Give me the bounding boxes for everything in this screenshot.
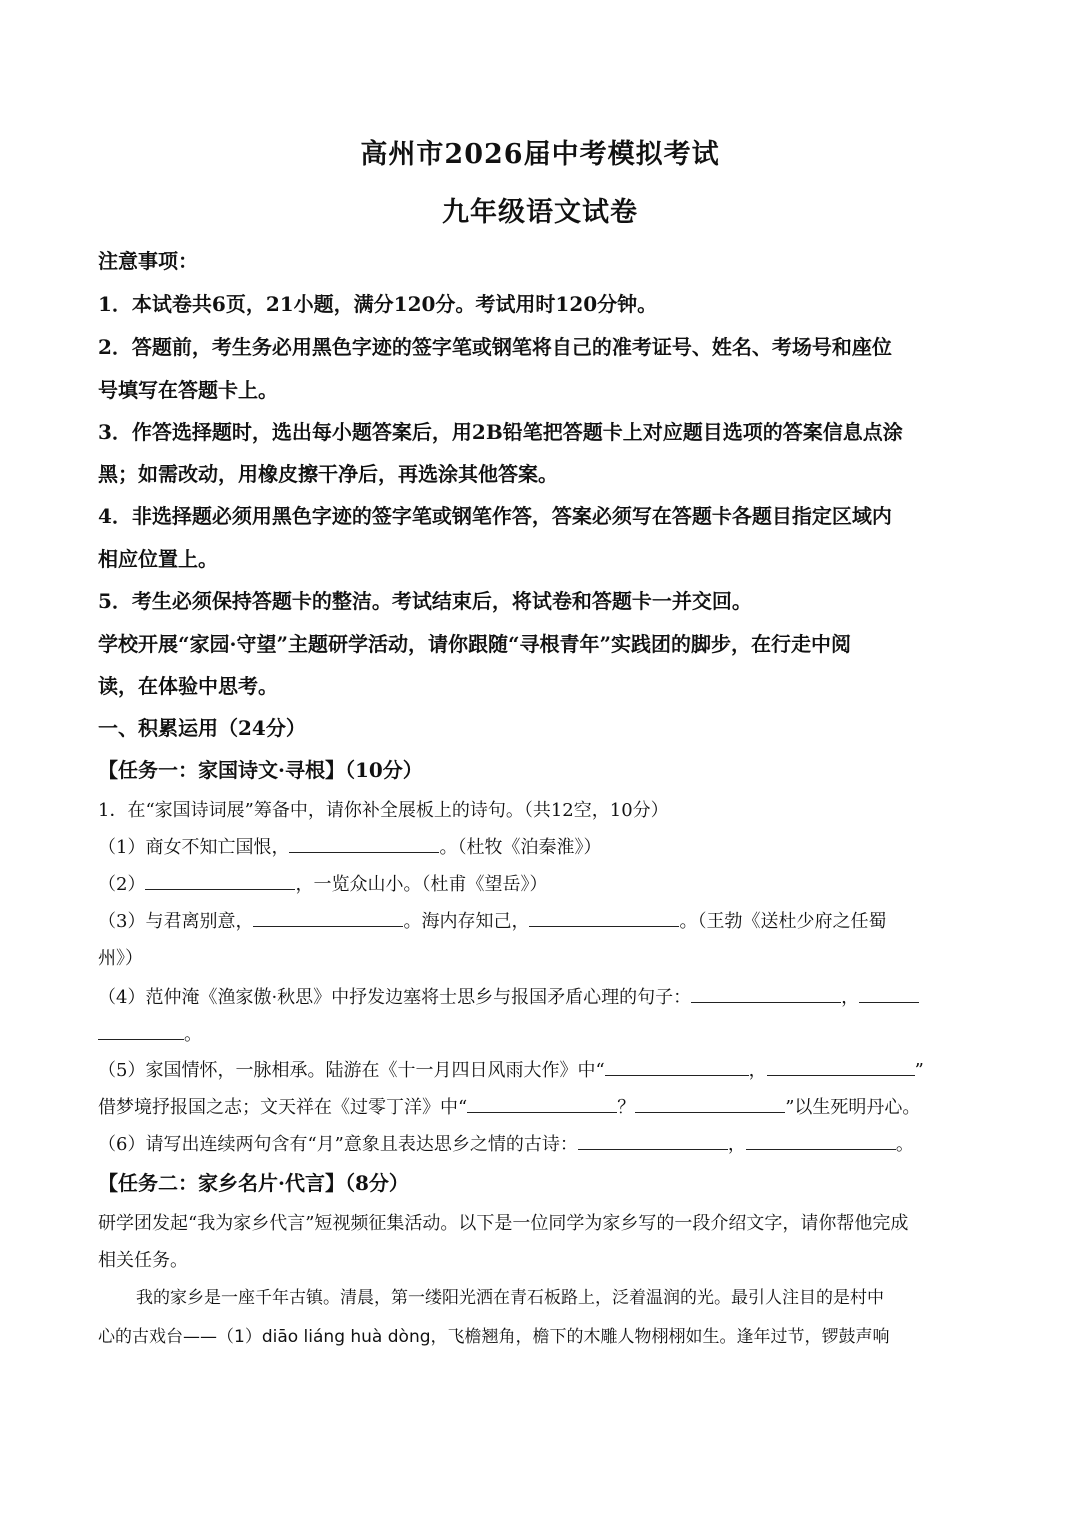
- note-2-line2: 号填写在答题卡上。: [98, 378, 278, 402]
- intro-line1: 学校开展“家园·守望”主题研学活动，请你跟随“寻根青年”实践团的脚步，在行走中阅: [98, 632, 851, 656]
- task-2-heading: 【任务二：家乡名片·代言】（8分）: [98, 1171, 409, 1195]
- answer-blank[interactable]: [767, 1057, 915, 1076]
- q1-3-text-b: 。海内存知己，: [403, 911, 530, 932]
- question-1-1: [98, 833, 601, 859]
- intro-line2: 读，在体验中思考。: [98, 674, 278, 698]
- passage-line2: 心的古戏台——（1）diāo liáng huà dòng，飞檐翘角，檐下的木雕人物栩栩如生。逢年过节，锣鼓声响: [98, 1327, 890, 1347]
- answer-blank[interactable]: [145, 871, 295, 890]
- q1-5-text-e: ？: [617, 1097, 636, 1118]
- q1-6-text-c: 。: [895, 1134, 914, 1155]
- q1-1-text-b: 。（杜牧《泊秦淮》）: [439, 837, 602, 858]
- q1-6-text-a: （6）请写出连续两句含有“月”意象且表达思乡之情的古诗：: [98, 1134, 578, 1155]
- answer-blank[interactable]: [578, 1131, 728, 1150]
- question-1-3: [98, 907, 886, 933]
- q1-2-text-b: ，一览众山小。（杜甫《望岳》）: [295, 874, 548, 895]
- note-5: 5．考生必须保持答题卡的整洁。考试结束后，将试卷和答题卡一并交回。: [98, 589, 752, 613]
- note-2-line1: 2．答题前，考生务必用黑色字迹的签字笔或钢笔将自己的准考证号、姓名、考场号和座位: [98, 335, 892, 359]
- question-1-stem: 1．在“家国诗词展”筹备中，请你补全展板上的诗句。（共12空，10分）: [98, 800, 669, 821]
- q1-5-text-a: （5）家国情怀，一脉相承。陆游在《十一月四日风雨大作》中“: [98, 1060, 605, 1081]
- answer-blank[interactable]: [691, 984, 841, 1003]
- question-1-4-cont: [98, 1020, 202, 1046]
- note-1: 1．本试卷共6页，21小题，满分120分。考试用时120分钟。: [98, 292, 658, 316]
- q1-6-text-b: ，: [727, 1134, 746, 1155]
- answer-blank[interactable]: [635, 1094, 785, 1113]
- task-2-intro-line1: 研学团发起“我为家乡代言”短视频征集活动。以下是一位同学为家乡写的一段介绍文字，请你帮他完成: [98, 1213, 909, 1234]
- q1-3-text-a: （3）与君离别意，: [98, 911, 254, 932]
- exam-subtitle: 九年级语文试卷: [442, 197, 638, 228]
- answer-blank[interactable]: [98, 1021, 184, 1040]
- answer-blank[interactable]: [289, 834, 439, 853]
- note-3-line1: 3．作答选择题时，选出每小题答案后，用2B铅笔把答题卡上对应题目选项的答案信息点涂: [98, 420, 903, 444]
- question-1-2: [98, 870, 547, 896]
- question-1-5: [98, 1056, 924, 1082]
- answer-blank[interactable]: [253, 908, 403, 927]
- task-1-heading: 【任务一：家国诗文·寻根】（10分）: [98, 758, 423, 782]
- answer-blank[interactable]: [467, 1094, 617, 1113]
- section-1-heading: 一、积累运用（24分）: [98, 716, 306, 740]
- question-1-3-cont: 州》）: [98, 948, 143, 969]
- q1-4-text-b: ，: [841, 987, 860, 1008]
- exam-title: 高州市2026届中考模拟考试: [360, 139, 720, 170]
- task-2-intro-line2: 相关任务。: [98, 1250, 188, 1271]
- notes-heading: 注意事项：: [98, 249, 198, 273]
- answer-blank[interactable]: [859, 984, 919, 1003]
- question-1-5-cont: [98, 1093, 920, 1119]
- q1-5-text-b: ，: [748, 1060, 767, 1081]
- note-4-line1: 4．非选择题必须用黑色字迹的签字笔或钢笔作答，答案必须写在答题卡各题目指定区域内: [98, 504, 892, 528]
- q1-3-text-c: 。（王勃《送杜少府之任蜀: [679, 911, 887, 932]
- question-1-6: [98, 1130, 914, 1156]
- q1-5-text-c: ”: [914, 1060, 924, 1081]
- answer-blank[interactable]: [746, 1131, 896, 1150]
- q1-5-text-f: ”以生死明丹心。: [785, 1097, 921, 1118]
- note-4-line2: 相应位置上。: [98, 547, 218, 571]
- q1-5-text-d: 借梦境抒报国之志；文天祥在《过零丁洋》中“: [98, 1097, 468, 1118]
- note-3-line2: 黑；如需改动，用橡皮擦干净后，再选涂其他答案。: [98, 462, 558, 486]
- question-1-4: [98, 983, 919, 1009]
- q1-4-text-a: （4）范仲淹《渔家傲·秋思》中抒发边塞将士思乡与报国矛盾心理的句子：: [98, 987, 692, 1008]
- q1-1-text-a: （1）商女不知亡国恨，: [98, 837, 290, 858]
- answer-blank[interactable]: [529, 908, 679, 927]
- passage-line1: 我的家乡是一座千年古镇。清晨，第一缕阳光洒在青石板路上，泛着温润的光。最引人注目的是村中: [136, 1288, 884, 1308]
- answer-blank[interactable]: [605, 1057, 749, 1076]
- q1-4-text-c: 。: [184, 1024, 202, 1045]
- q1-2-text-a: （2）: [98, 874, 146, 895]
